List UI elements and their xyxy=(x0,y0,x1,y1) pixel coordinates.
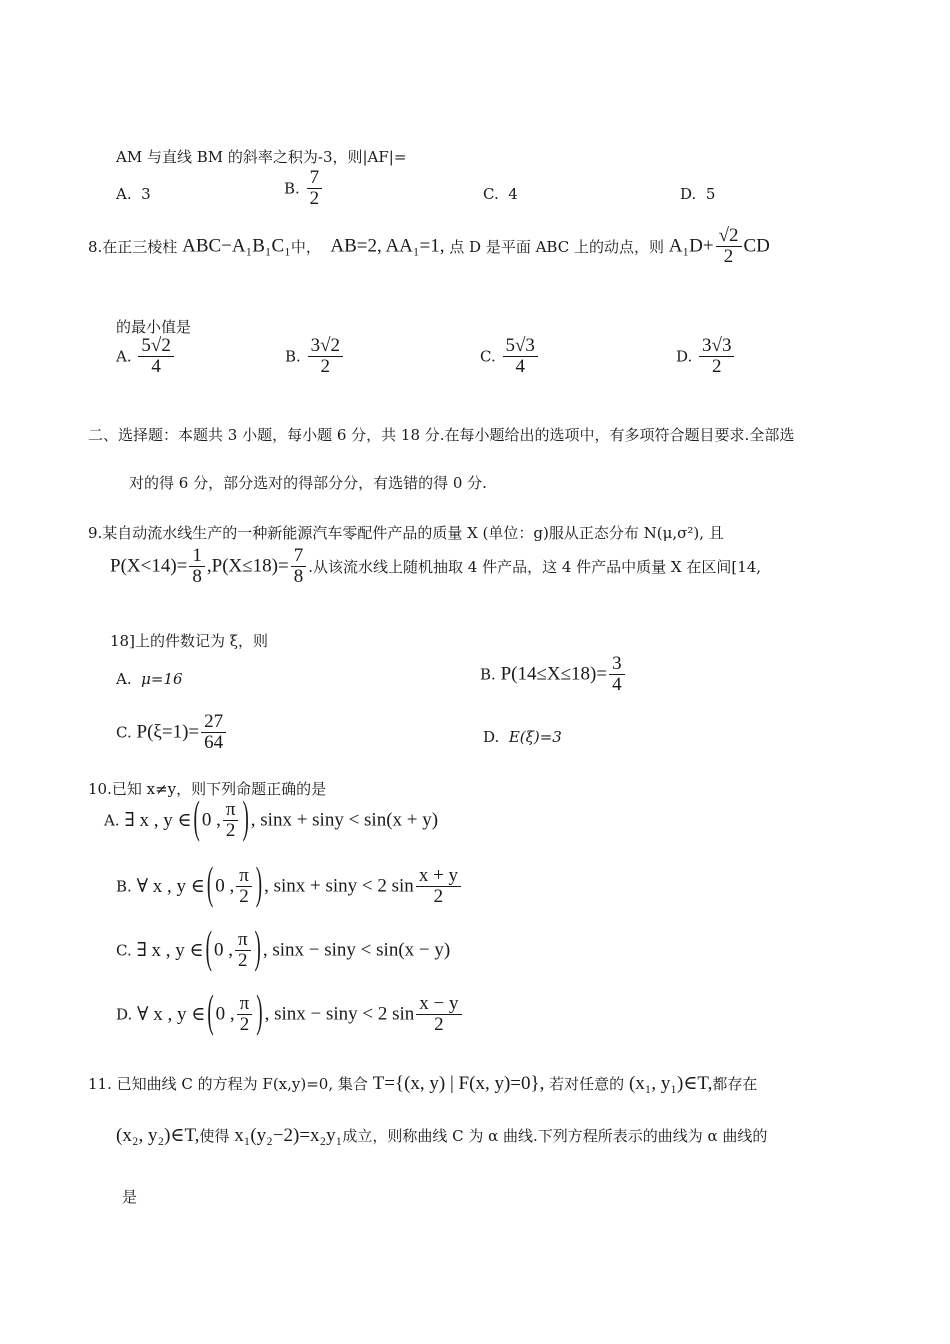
section2-heading-line1: 二、选择题：本题共 3 小题，每小题 6 分，共 18 分.在每小题给出的选项中，有多项符合题目要求.全部选 xyxy=(88,426,795,444)
q10-option-a: A. ∃ x , y ∈ ( 0 , $\frac{\pi}{2}$ ) , sinx + siny < sin(x + y) xyxy=(104,794,439,845)
q7-option-c: C. 4 xyxy=(483,185,518,203)
q10-option-c: C. ∃ x , y ∈ ( 0 , $\frac{\pi}{2}$ ) , sinx − siny < sin(x − y) xyxy=(116,924,451,975)
q9-option-d: D. E(ξ)=3 xyxy=(483,728,562,746)
q9-stem-line2: P(X<14)= $\frac{1}{8}$ ,P(X≤18)= $\frac{7}{8}$ .从该流水线上随机抽取 4 件产品，这 4 件产品中质量 X 在区间[14, xyxy=(110,545,762,587)
q7-option-d: D. 5 xyxy=(680,185,716,203)
q9-option-a: A. μ=16 xyxy=(116,670,183,688)
q11-stem-line1: 11. 已知曲线 C 的方程为 F(x,y)=0, 集合 T={(x, y) | F(x, y)=0}, 若对任意的 (x₁, y₁)∈T,都存在 xyxy=(88,1073,758,1094)
q9-stem-line3: 18]上的件数记为 ξ，则 xyxy=(110,632,268,650)
q10-option-d: D. ∀ x , y ∈ ( 0 , $\frac{\pi}{2}$ ) , sinx − siny < 2 sin $\frac{x - y}{2}$ xyxy=(116,994,464,1035)
q8-stem: 8.在正三棱柱 ABC−A₁B₁C₁中， AB=2, AA₁=1, 点 D 是平面 ABC 上的动点，则 A₁D+ $\frac{√2}{2}$ CD xyxy=(88,225,770,267)
q8-stem-tail: 的最小值是 xyxy=(116,318,192,336)
q7-stem-tail: AM 与直线 BM 的斜率之积为-3，则|AF|= xyxy=(116,148,407,166)
q9-option-c: C. P(ξ=1)= $\frac{27}{64}$ xyxy=(116,712,228,753)
q7-option-b: B. $\frac{7}{2}$ xyxy=(284,168,324,209)
q10-stem: 10.已知 x≠y，则下列命题正确的是 xyxy=(88,780,327,798)
q8-option-c: C. $\frac{5√3}{4}$ xyxy=(480,336,540,377)
q9-option-b: B. P(14≤X≤18)= $\frac{3}{4}$ xyxy=(480,654,627,695)
q8-option-d: D. $\frac{3√3}{2}$ xyxy=(676,336,736,377)
q8-option-a: A. $\frac{5√2}{4}$ xyxy=(116,336,176,377)
section2-heading-line2: 对的得 6 分，部分选对的得部分分，有选错的得 0 分. xyxy=(129,474,487,492)
q11-stem-line2: (x₂, y₂)∈T,使得 x₁(y₂−2)=x₂y₁成立，则称曲线 C 为 α 曲线.下列方程所表示的曲线为 α 曲线的 xyxy=(116,1125,768,1146)
q7-option-a: A. 3 xyxy=(116,185,151,203)
q9-stem-line1: 9.某自动流水线生产的一种新能源汽车零配件产品的质量 X (单位：g)服从正态分布 N(μ,σ²), 且 xyxy=(88,524,724,542)
q8-option-b: B. $\frac{3√2}{2}$ xyxy=(285,336,345,377)
q11-stem-line3: 是 xyxy=(122,1188,138,1206)
q10-option-b: B. ∀ x , y ∈ ( 0 , $\frac{\pi}{2}$ ) , sinx + siny < 2 sin $\frac{x + y}{2}$ xyxy=(116,866,463,907)
